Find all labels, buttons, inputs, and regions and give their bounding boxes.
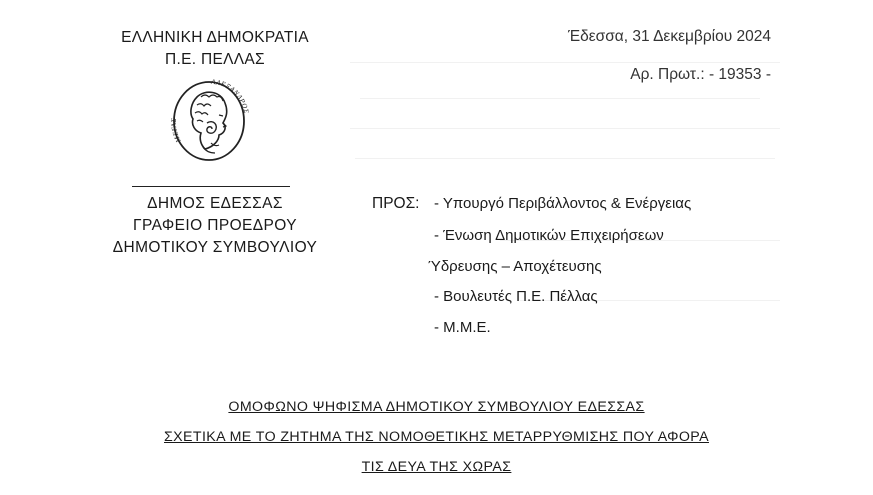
bleed-through-line (350, 128, 780, 129)
bleed-through-line (355, 158, 775, 159)
recipient-item: - Μ.Μ.Ε. (434, 319, 491, 336)
recipient-item: - Υπουργό Περιβάλλοντος & Ενέργειας (434, 195, 692, 212)
state-name: ΕΛΛΗΝΙΚΗ ΔΗΜΟΚΡΑΤΙΑ (121, 29, 309, 46)
resolution-title-line-3: ΤΙΣ ΔΕΥΑ ΤΗΣ ΧΩΡΑΣ (361, 459, 512, 475)
alexander-coin-emblem-icon (167, 75, 251, 165)
resolution-title-line-2: ΣΧΕΤΙΚΑ ΜΕ ΤΟ ΖΗΤΗΜΑ ΤΗΣ ΝΟΜΟΘΕΤΙΚΗΣ ΜΕΤΑΡΡΥΘΜΙΣΗΣ ΠΟΥ ΑΦΟΡΑ (164, 429, 709, 445)
council-name: ΔΗΜΟΤΙΚΟΥ ΣΥΜΒΟΥΛΙΟΥ (112, 239, 318, 256)
bleed-through-line (360, 98, 760, 99)
resolution-title-line-1: ΟΜΟΦΩΝΟ ΨΗΦΙΣΜΑ ΔΗΜΟΤΙΚΟΥ ΣΥΜΒΟΥΛΙΟΥ ΕΔΕΣΣΑΣ (228, 399, 645, 415)
bleed-through-line (350, 62, 780, 63)
recipient-item-continued: Ύδρευσης – Αποχέτευσης (428, 258, 602, 275)
office-name: ΓΡΑΦΕΙΟ ΠΡΟΕΔΡΟΥ (133, 217, 297, 234)
document-date: Έδεσσα, 31 Δεκεμβρίου 2024 (567, 28, 771, 45)
coin-inscription-right: ΑΛΕΞΑΝΔΡΟΣ (210, 77, 251, 115)
header-divider (132, 186, 290, 187)
recipients-label: ΠΡΟΣ: (372, 195, 420, 212)
state-header (90, 27, 340, 71)
recipient-item: - Ένωση Δημοτικών Επιχειρήσεων (434, 227, 664, 244)
regional-unit: Π.Ε. ΠΕΛΛΑΣ (165, 51, 265, 68)
coin-inscription-left: ΜΕΓΑΣ (169, 117, 183, 144)
issuing-office (80, 193, 350, 259)
municipality-name: ΔΗΜΟΣ ΕΔΕΣΣΑΣ (147, 195, 283, 212)
svg-text:ΜΕΓΑΣ (170, 117, 183, 144)
protocol-number: Αρ. Πρωτ.: - 19353 - (630, 66, 771, 83)
recipient-item: - Βουλευτές Π.Ε. Πέλλας (434, 288, 598, 305)
